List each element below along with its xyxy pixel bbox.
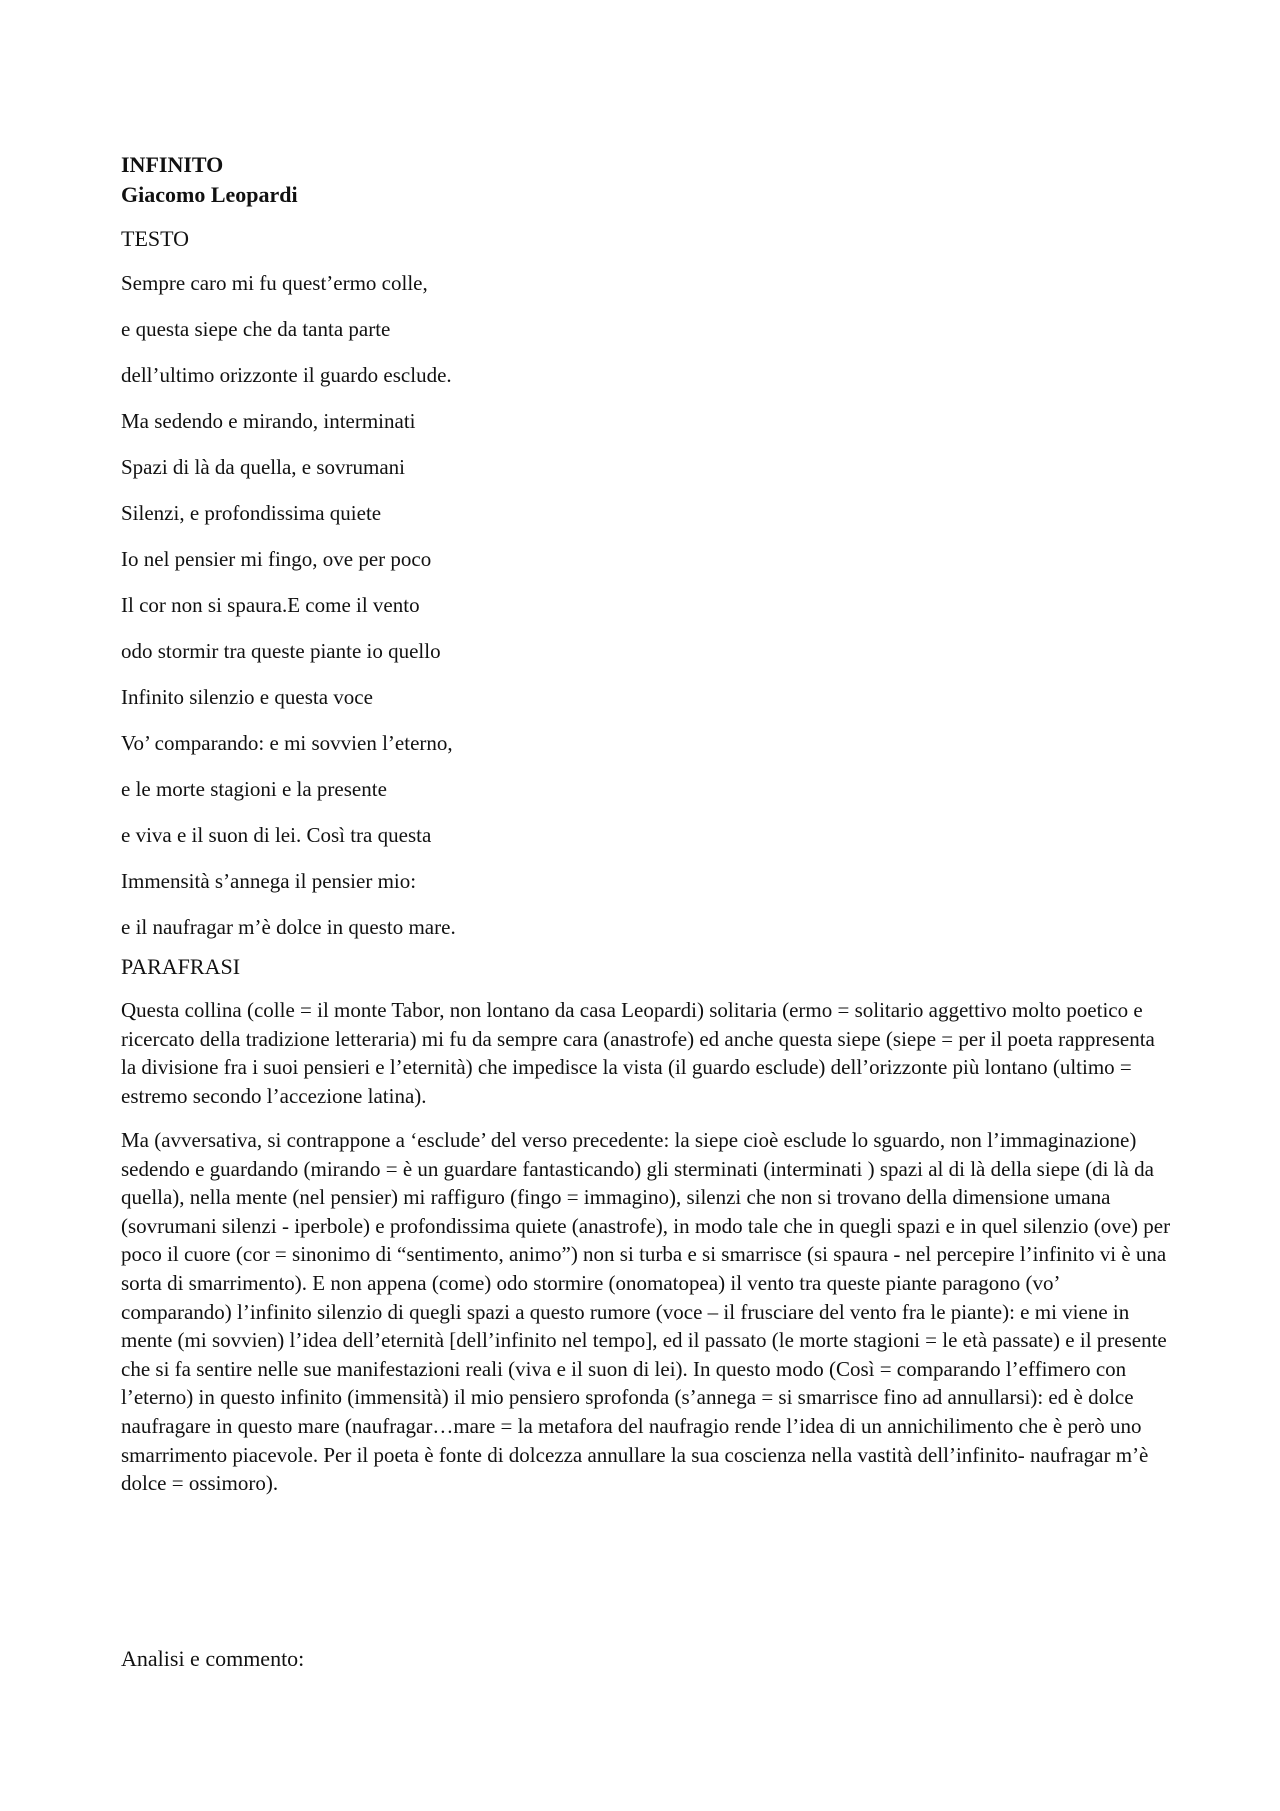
poem-line: Sempre caro mi fu quest’ermo colle, <box>121 271 428 295</box>
text-heading: TESTO <box>121 226 190 251</box>
poem-line: e questa siepe che da tanta parte <box>121 317 391 341</box>
poem-line: Io nel pensier mi fingo, ove per poco <box>121 547 432 571</box>
poem-line: odo stormir tra queste piante io quello <box>121 639 441 663</box>
poem-line: Silenzi, e profondissima quiete <box>121 501 382 525</box>
poem <box>121 268 1171 942</box>
poem-line: Spazi di là da quella, e sovrumani <box>121 455 406 479</box>
poem-line: Vo’ comparando: e mi sovvien l’eterno, <box>121 731 453 755</box>
analysis-heading: Analisi e commento: <box>121 1646 305 1671</box>
poem-line: e viva e il suon di lei. Così tra questa <box>121 823 432 847</box>
document-title: INFINITO <box>121 152 224 177</box>
paraphrase-heading: PARAFRASI <box>121 954 241 979</box>
document-page <box>121 150 1171 1514</box>
poem-line: Immensità s’annega il pensier mio: <box>121 869 417 893</box>
poem-line: Infinito silenzio e questa voce <box>121 685 373 709</box>
paraphrase-paragraph: Questa collina (colle = il monte Tabor, non lontano da casa Leopardi) solitaria (ermo = solitario aggettivo molto poetico e ricercato della tradizione letteraria) mi fu da sempre cara (anastrofe) ed anche questa siepe (siepe = per il poeta rappresenta la divisione fra i suoi pensieri e l’eternità) che impedisce la vista (il guardo esclude) dell’orizzonte più lontano (ultimo = estremo secondo l’accezione latina). <box>121 998 1155 1108</box>
poem-line: e il naufragar m’è dolce in questo mare. <box>121 915 456 939</box>
poem-line: dell’ultimo orizzonte il guardo esclude. <box>121 363 452 387</box>
document-author: Giacomo Leopardi <box>121 182 298 207</box>
poem-line: Il cor non si spaura.E come il vento <box>121 593 420 617</box>
paraphrase-paragraph: Ma (avversativa, si contrappone a ‘esclude’ del verso precedente: la siepe cioè esclude lo sguardo, non l’immaginazione) sedendo e guardando (mirando = è un guardare fantasticando) gli sterminati (interminati ) spazi al di là della siepe (di là da quella), nella mente (nel pensier) mi raffiguro (fingo = immagino), silenzi che non si trovano della dimensione umana (sovrumani silenzi - iperbole) e profondissima quiete (anastrofe), in modo tale che in quegli spazi e in quel silenzio (ove) per poco il cuore (cor = sinonimo di “sentimento, animo”) non si turba e si smarrisce (si spaura - nel percepire l’infinito vi è una sorta di smarrimento). E non appena (come) odo stormire (onomatopea) il vento tra queste piante paragono (vo’ comparando) l’infinito silenzio di quegli spazi a questo rumore (voce – il frusciare del vento fra le piante): e mi viene in mente (mi sovvien) l’idea dell’eternità [dell’infinito nel tempo], ed il passato (le morte stagioni = le età passate) e il presente che si fa sentire nelle sue manifestazioni reali (viva e il suon di lei). In questo modo (Così = comparando l’effimero con l’eterno) in questo infinito (immensità) il mio pensiero sprofonda (s’annega = si smarrisce fino ad annullarsi): ed è dolce naufragare in questo mare (naufragar…mare = la metafora del naufragio rende l’idea di un annichilimento che è però uno smarrimento piacevole. Per il poeta è fonte di dolcezza annullare la sua coscienza nella vastità dell’infinito- naufragar m’è dolce = ossimoro). <box>121 1128 1171 1496</box>
poem-line: e le morte stagioni e la presente <box>121 777 387 801</box>
poem-line: Ma sedendo e mirando, interminati <box>121 409 416 433</box>
